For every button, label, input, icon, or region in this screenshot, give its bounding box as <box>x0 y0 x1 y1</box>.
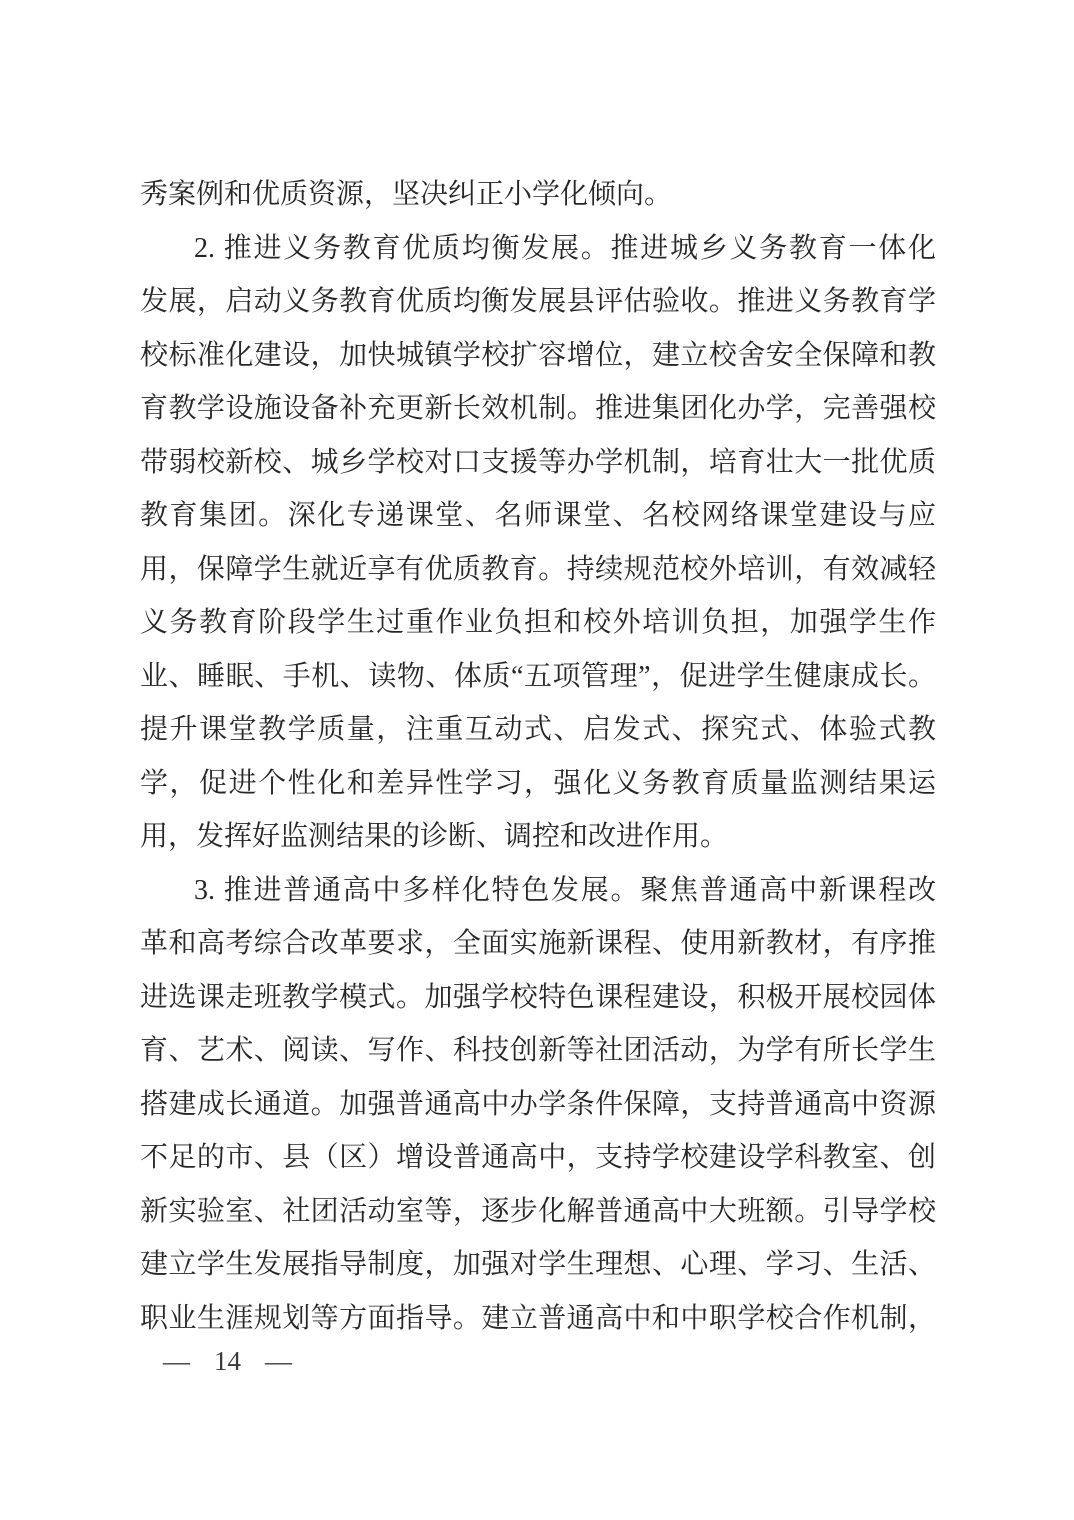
text-line: 学，促进个性化和差异性学习，强化义务教育质量监测结果运 <box>140 767 936 799</box>
footer-left-dash: — <box>163 1346 190 1376</box>
paragraph-continuation <box>140 168 936 222</box>
text-line: 3. 推进普通高中多样化特色发展。聚焦普通高中新课程改 <box>194 874 936 906</box>
text-line: 用，保障学生就近享有优质教育。持续规范校外培训，有效减轻 <box>140 553 936 585</box>
text-line: 职业生涯规划等方面指导。建立普通高中和中职学校合作机制， <box>140 1302 936 1334</box>
text-line: 带弱校新校、城乡学校对口支援等办学机制，培育壮大一批优质 <box>140 446 936 478</box>
text-line: 育、艺术、阅读、写作、科技创新等社团活动，为学有所长学生 <box>140 1035 936 1066</box>
text-line: 2. 推进义务教育优质均衡发展。推进城乡义务教育一体化 <box>194 232 936 264</box>
text-line: 革和高考综合改革要求，全面实施新课程、使用新教材，有序推 <box>140 928 936 959</box>
paragraph-item-3 <box>140 864 936 1346</box>
text-line: 新实验室、社团活动室等，逐步化解普通高中大班额。引导学校 <box>140 1195 936 1227</box>
page-number: 14 <box>214 1346 241 1376</box>
text-line: 进选课走班教学模式。加强学校特色课程建设，积极开展校园体 <box>140 981 936 1013</box>
paragraph-item-2 <box>140 222 936 864</box>
text-line: 教育集团。深化专递课堂、名师课堂、名校网络课堂建设与应 <box>140 500 936 531</box>
text-line: 提升课堂教学质量，注重互动式、启发式、探究式、体验式教 <box>140 714 936 745</box>
text-line: 校标准化建设，加快城镇学校扩容增位，建立校舍安全保障和教 <box>140 339 936 371</box>
text-line: 业、睡眠、手机、读物、体质“五项管理”，促进学生健康成长。 <box>140 660 936 692</box>
text-line: 育教学设施设备补充更新长效机制。推进集团化办学，完善强校 <box>140 393 936 424</box>
text-line: 秀案例和优质资源，坚决纠正小学化倾向。 <box>140 179 673 210</box>
text-line: 搭建成长通道。加强普通高中办学条件保障，支持普通高中资源 <box>140 1088 936 1120</box>
text-line: 不足的市、县（区）增设普通高中，支持学校建设学科教室、创 <box>140 1142 936 1173</box>
document-body <box>140 168 936 1345</box>
page-footer <box>163 1344 292 1378</box>
text-line: 义务教育阶段学生过重作业负担和校外培训负担，加强学生作 <box>140 607 936 638</box>
text-line: 建立学生发展指导制度，加强对学生理想、心理、学习、生活、 <box>140 1249 936 1280</box>
text-line: 用，发挥好监测结果的诊断、调控和改进作用。 <box>140 821 729 852</box>
footer-right-dash: — <box>265 1346 292 1376</box>
text-line: 发展，启动义务教育优质均衡发展县评估验收。推进义务教育学 <box>140 286 936 317</box>
